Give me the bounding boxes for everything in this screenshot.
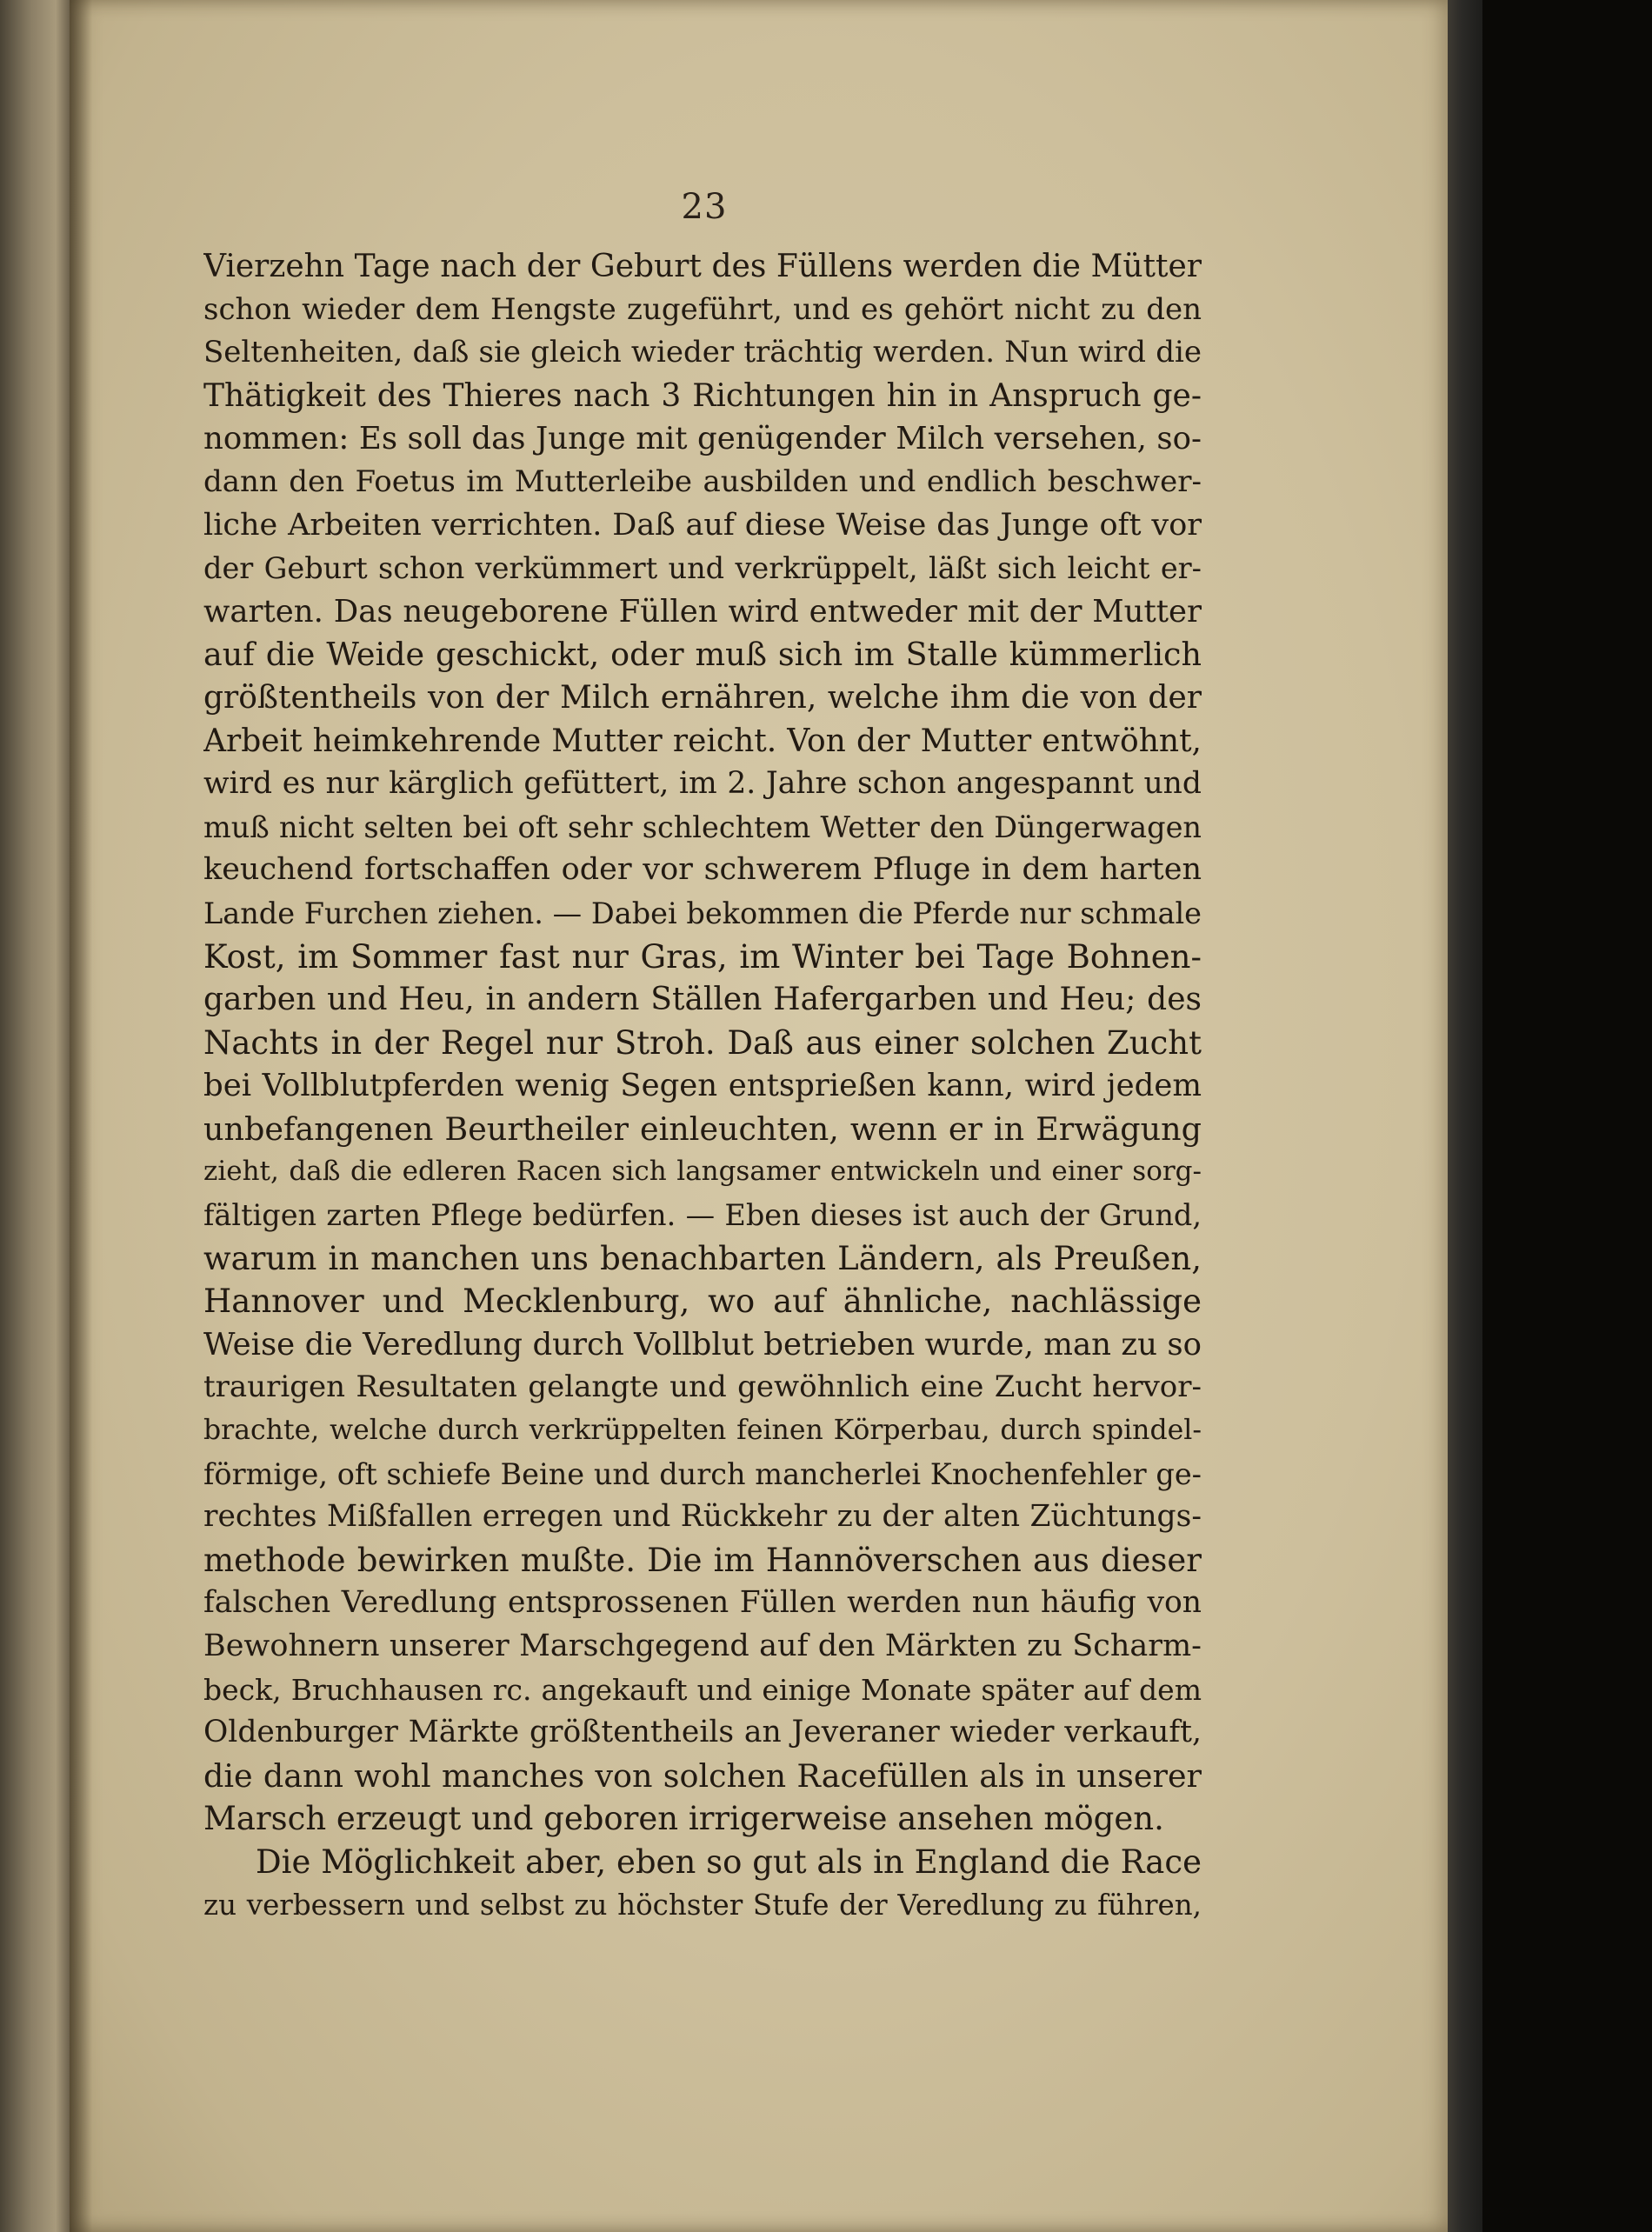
- text-line: zieht, daß die edleren Racen sich langsamer entwickeln und einer sorg-: [203, 1156, 1202, 1188]
- text-line: unbefangenen Beurtheiler einleuchten, wenn er in Erwägung: [203, 1109, 1202, 1148]
- text-line: garben und Heu, in andern Ställen Hafergarben und Heu; des: [203, 982, 1202, 1018]
- text-line: Marsch erzeugt und geboren irrigerweise ansehen mögen.: [203, 1800, 1164, 1838]
- text-line: keuchend fortschaffen oder vor schwerem Pfluge in dem harten: [203, 852, 1202, 888]
- text-line: bei Vollblutpferden wenig Segen entsprießen kann, wird jedem: [203, 1068, 1202, 1104]
- text-line: Oldenburger Märkte größtentheils an Jeveraner wieder verkauft,: [203, 1715, 1202, 1750]
- text-line: dann den Foetus im Mutterleibe ausbilden und endlich beschwer-: [203, 463, 1202, 499]
- text-line: größtentheils von der Milch ernähren, welche ihm die von der: [203, 679, 1202, 716]
- text-line: Bewohnern unserer Marschgegend auf den Märkten zu Scharm-: [203, 1629, 1202, 1663]
- text-line: Hannover und Mecklenburg, wo auf ähnliche, nachlässige: [203, 1283, 1202, 1321]
- paragraph-first-line: Die Möglichkeit aber, eben so gut als in England die Race: [256, 1842, 1202, 1881]
- text-line: warten. Das neugeborene Füllen wird entweder mit der Mutter: [203, 593, 1202, 630]
- text-line: brachte, welche durch verkrüppelten feinen Körperbau, durch spindel-: [203, 1415, 1202, 1447]
- text-line: Seltenheiten, daß sie gleich wieder trächtig werden. Nun wird die: [203, 335, 1202, 370]
- text-line: die dann wohl manches von solchen Racefüllen als in unserer: [203, 1756, 1202, 1795]
- text-line: wird es nur kärglich gefüttert, im 2. Jahre schon angespannt und: [203, 766, 1202, 802]
- text-line: Lande Furchen ziehen. — Dabei bekommen die Pferde nur schmale: [203, 896, 1202, 930]
- text-line: rechtes Mißfallen erregen und Rückkehr zu der alten Züchtungs-: [203, 1499, 1202, 1535]
- text-line: falschen Veredlung entsprossenen Füllen werden nun häufig von: [203, 1585, 1202, 1621]
- text-line: der Geburt schon verkümmert und verkrüppelt, läßt sich leicht er-: [203, 551, 1202, 586]
- text-line: Vierzehn Tage nach der Geburt des Füllens werden die Mütter: [203, 249, 1202, 284]
- text-line: Weise die Veredlung durch Vollblut betrieben wurde, man zu so: [203, 1326, 1202, 1363]
- page-number: 23: [681, 187, 728, 227]
- text-line: Nachts in der Regel nur Stroh. Daß aus einer solchen Zucht: [203, 1023, 1202, 1062]
- text-line: auf die Weide geschickt, oder muß sich im Stalle kümmerlich: [203, 636, 1202, 674]
- text-line: fältigen zarten Pflege bedürfen. — Eben dieses ist auch der Grund,: [203, 1198, 1202, 1233]
- book-cover-edge: [1448, 0, 1482, 2232]
- text-line: nommen: Es soll das Junge mit genügender Milch versehen, so-: [203, 421, 1202, 457]
- text-line: muß nicht selten bei oft sehr schlechtem Wetter den Düngerwagen: [203, 810, 1202, 844]
- previous-page-edge: [0, 0, 70, 2232]
- text-line: beck, Bruchhausen rc. angekauft und einige Monate später auf dem: [203, 1672, 1202, 1707]
- body-text: [203, 245, 1202, 1927]
- text-line: methode bewirken mußte. Die im Hannöverschen aus dieser: [203, 1541, 1202, 1579]
- text-line: zu verbessern und selbst zu höchster Stufe der Veredlung zu führen,: [203, 1888, 1202, 1922]
- text-line: schon wieder dem Hengste zugeführt, und es gehört nicht zu den: [203, 291, 1202, 327]
- text-line: warum in manchen uns benachbarten Ländern, als Preußen,: [203, 1239, 1202, 1277]
- text-line: traurigen Resultaten gelangte und gewöhnlich eine Zucht hervor-: [203, 1369, 1202, 1405]
- spine-shadow: [70, 0, 92, 2232]
- text-line: Kost, im Sommer fast nur Gras, im Winter bei Tage Bohnen-: [203, 937, 1202, 976]
- text-line: liche Arbeiten verrichten. Daß auf diese Weise das Junge oft vor: [203, 507, 1202, 543]
- text-line: förmige, oft schiefe Beine und durch mancherlei Knochenfehler ge-: [203, 1456, 1202, 1491]
- text-line: Arbeit heimkehrende Mutter reicht. Von der Mutter entwöhnt,: [203, 723, 1202, 759]
- text-line: Thätigkeit des Thieres nach 3 Richtungen hin in Anspruch ge-: [203, 377, 1202, 414]
